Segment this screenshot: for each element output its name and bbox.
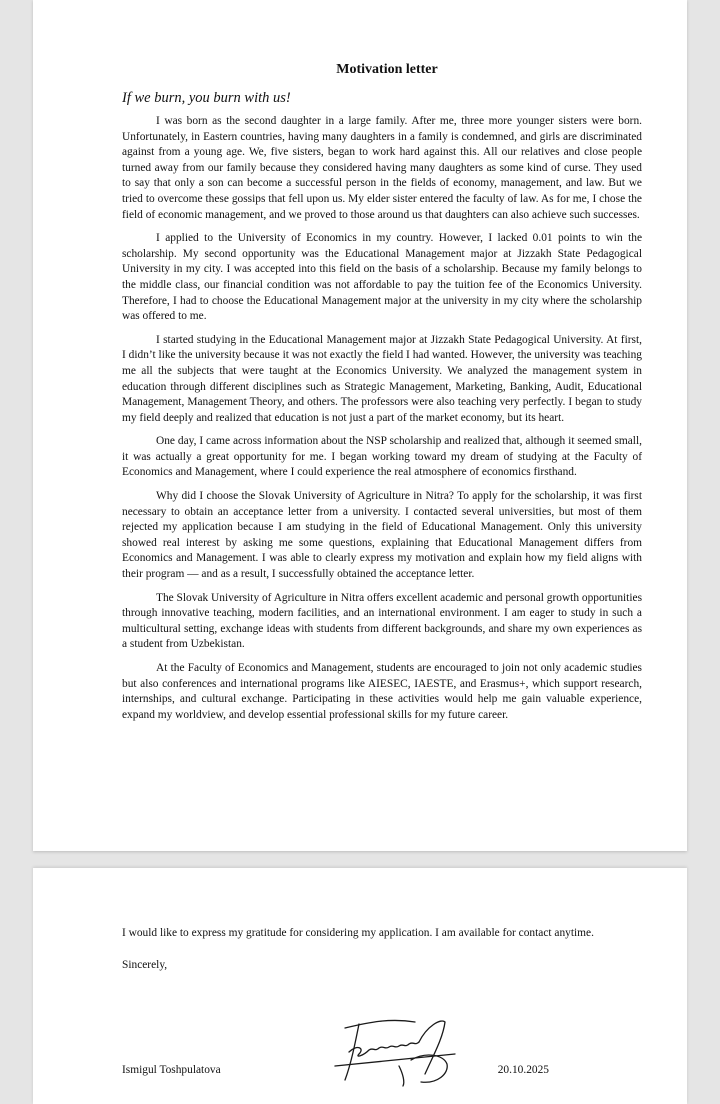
paragraph-2: I applied to the University of Economics in my country. However, I lacked 0.01 points to win the scholarship. My second opportunity was the Educational Management major at Jizzakh State Pedagogical University in my city. I was accepted into this field on the basis of a scholarship. Because my family belongs to the middle class, our financial condition was not affordable to pay the tuition fee of the Economics University. Therefore, I had to choose the Educational Management major at the university in my city where the scholarship was offered to me. [122, 232, 642, 323]
handwritten-signature [315, 1014, 475, 1090]
gratitude-text: I would like to express my gratitude for considering my application. I am available for contact anytime. [122, 927, 594, 939]
paragraph-6: The Slovak University of Agriculture in Nitra offers excellent academic and personal growth opportunities through innovative teaching, modern facilities, and an international environment. I am eager to study in such a multicultural setting, exchange ideas with students from different backgrounds, and share my own experiences as a student from Uzbekistan. [122, 591, 642, 651]
letter-date: 20.10.2025 [497, 1064, 549, 1076]
document-page-2 [33, 868, 687, 1104]
document-page-1 [33, 0, 687, 851]
motto: If we burn, you burn with us! [122, 90, 291, 106]
paragraph-3: I started studying in the Educational Management major at Jizzakh State Pedagogical University. At first, I didn’t like the university because it was not exactly the field I had wanted. However, the university was teaching me all the subjects that were taught at the Economics University. We analyzed the management system in education through different disciplines such as Strategic Management, Marketing, Banking, Audit, Educational Management, Management Theory, and others. The professors were also teaching very perfectly. I began to study my field deeply and realized that education is not just a part of the market economy, but its heart. [122, 333, 642, 424]
paragraph-1: I was born as the second daughter in a large family. After me, three more younger sisters were born. Unfortunately, in Eastern countries, having many daughters in a family is condemned, and girls are discriminated against from a young age. We, five sisters, began to work hard against this. All our relatives and close people turned away from our family because they considered having many daughters as some kind of curse. They used to say that only a son can become a successful person in the fields of economy, management, and law. But we tried to overcome these gossips that fell upon us. My elder sister entered the faculty of law. As for me, I chose the field of economic management, and we proved to those around us that daughters can also achieve such successes. [122, 115, 642, 221]
page-title: Motivation letter [336, 62, 438, 77]
paragraph-7: At the Faculty of Economics and Management, students are encouraged to join not only academic studies but also conferences and international programs like AIESEC, IAESTE, and Erasmus+, which support research, internships, and cultural exchange. Participating in these activities would help me gain valuable experience, expand my worldview, and develop essential professional skills for my future career. [122, 662, 642, 721]
paragraph-5: Why did I choose the Slovak University of Agriculture in Nitra? To apply for the scholarship, it was first necessary to obtain an acceptance letter from a university. I contacted several universities, but most of them rejected my application because I am studying in the field of Educational Management. Only this university showed real interest by asking me some questions, explaining that Educational Management differs from Economics and Management. I was able to clearly express my motivation and explain how my field aligns with their program — and as a result, I successfully obtained the acceptance letter. [122, 490, 642, 581]
closing-text: Sincerely, [122, 958, 168, 971]
paragraph-4: One day, I came across information about the NSP scholarship and realized that, although it seemed small, it was actually a great opportunity for me. I began working toward my dream of studying at the Faculty of Economics and Management, where I could experience the real atmosphere of economics firsthand. [122, 435, 642, 479]
signer-name: Ismigul Toshpulatova [122, 1064, 221, 1076]
